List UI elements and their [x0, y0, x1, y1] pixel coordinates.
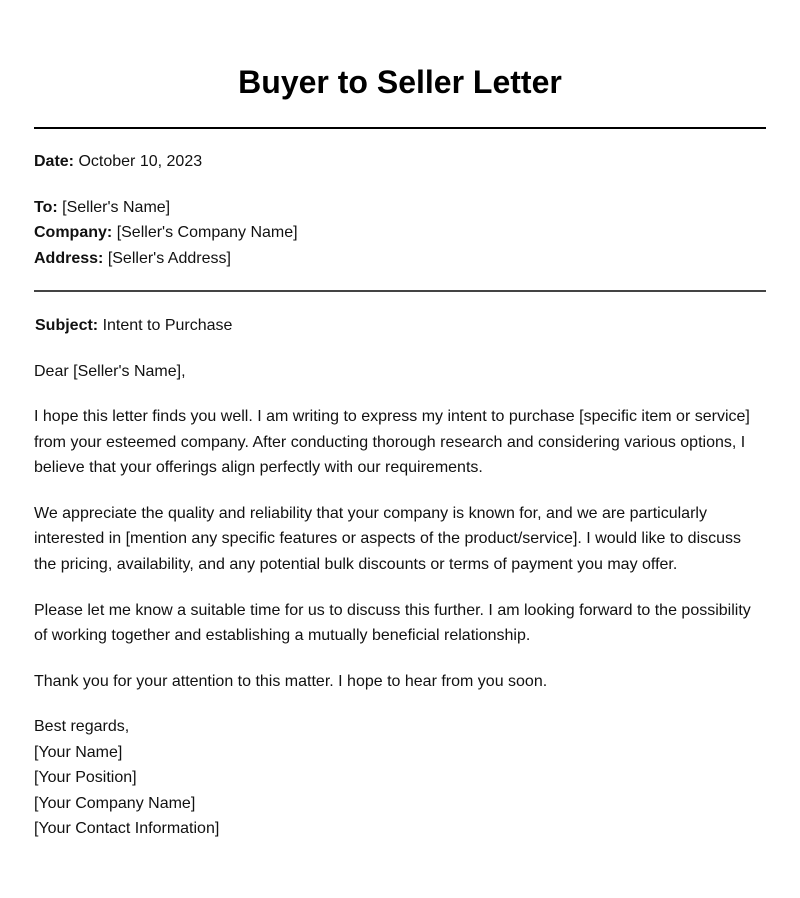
- recipient-block: [34, 195, 766, 272]
- signer-position: [Your Position]: [34, 769, 137, 787]
- body-paragraph: I hope this letter finds you well. I am writing to express my intent to purchase [specific item or service] from your esteemed company. After conducting thorough research and considering various options, I believe that your offerings align perfectly with our requirements.: [34, 408, 750, 477]
- body-paragraph: Thank you for your attention to this matter. I hope to hear from you soon.: [34, 672, 548, 690]
- company-value: [Seller's Company Name]: [116, 224, 298, 241]
- header-divider: [34, 290, 766, 292]
- date-block: [34, 149, 766, 175]
- signer-name: [Your Name]: [34, 743, 123, 761]
- signer-company: [Your Company Name]: [34, 794, 196, 812]
- date-line: [34, 149, 766, 175]
- address-line: [34, 246, 766, 272]
- to-line: [34, 195, 766, 221]
- subject-value: Intent to Purchase: [102, 317, 233, 334]
- date-label: Date:: [34, 153, 75, 170]
- page-title: Buyer to Seller Letter: [238, 64, 562, 100]
- date-value: October 10, 2023: [78, 153, 203, 170]
- company-label: Company:: [34, 224, 113, 241]
- letter-page: [34, 0, 766, 842]
- subject-line: [35, 313, 766, 339]
- signer-contact: [Your Contact Information]: [34, 820, 220, 838]
- body-paragraph: Please let me know a suitable time for us to discuss this further. I am looking forward to the possibility of working together and establishing a mutually beneficial relationship.: [34, 601, 751, 645]
- to-label: To:: [34, 198, 58, 216]
- body-paragraph: We appreciate the quality and reliability that your company is known for, and we are particularly interested in [mention any specific features or aspects of the product/service]. I would like to discuss the pricing, availability, and any potential bulk discounts or terms of payment you may offer.: [34, 504, 742, 574]
- title-divider: [34, 127, 766, 129]
- greeting: Dear [Seller's Name],: [34, 362, 186, 380]
- company-line: [34, 220, 766, 246]
- to-value: [Seller's Name]: [62, 198, 171, 216]
- address-label: Address:: [34, 249, 104, 267]
- subject-block: [34, 313, 766, 339]
- closing: Best regards,: [34, 718, 130, 736]
- signature-block: [34, 714, 766, 842]
- subject-label: Subject:: [35, 317, 99, 334]
- address-value: [Seller's Address]: [107, 249, 231, 267]
